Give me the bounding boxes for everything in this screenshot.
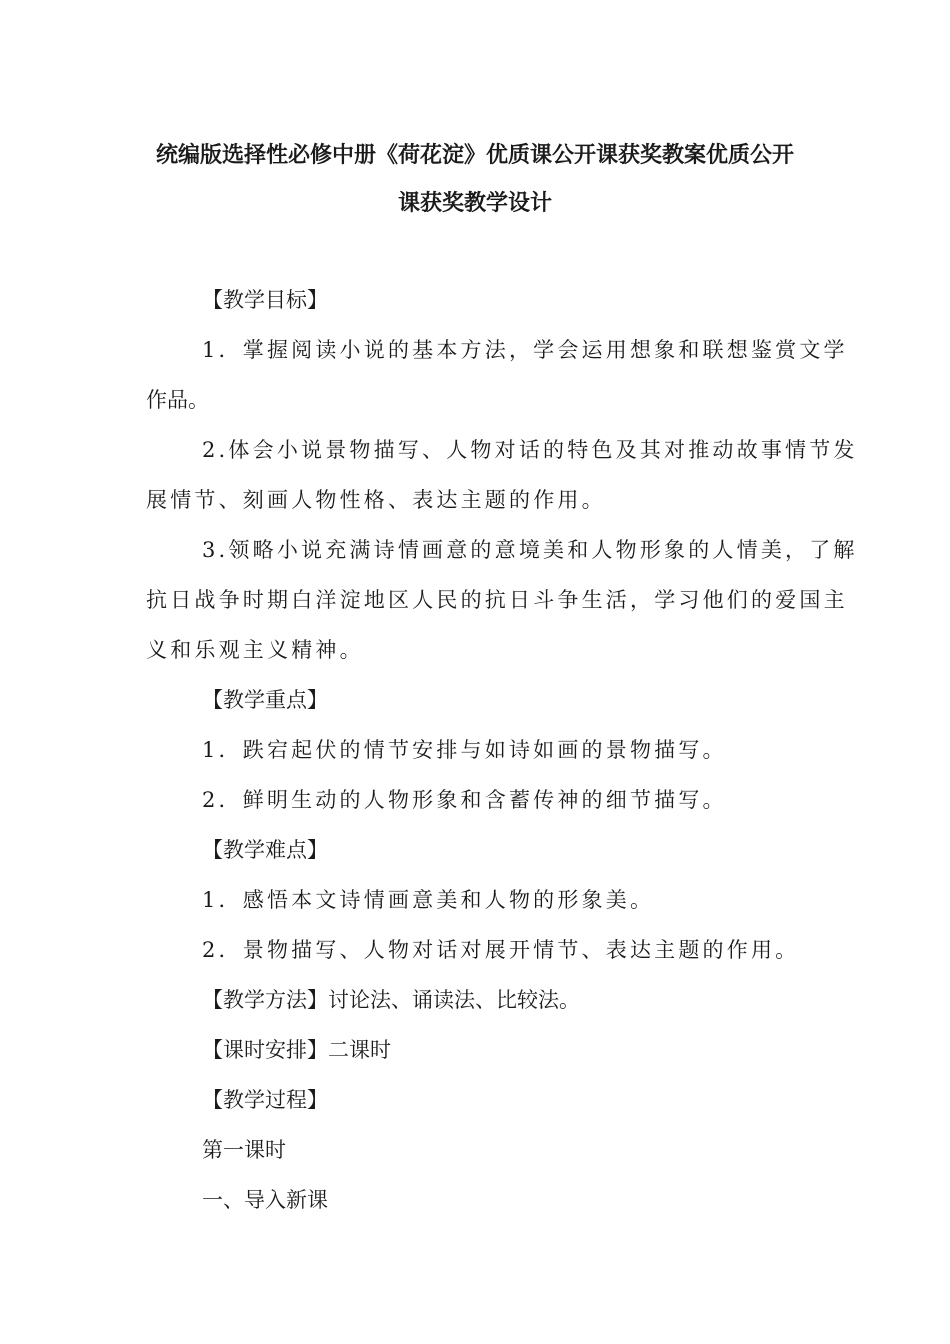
- paragraph-line: 展情节、刻画人物性格、表达主题的作用。: [146, 488, 606, 512]
- list-item: 1．跌宕起伏的情节安排与如诗如画的景物描写。: [202, 738, 727, 762]
- paragraph-line: 抗日战争时期白洋淀地区人民的抗日斗争生活，学习他们的爱国主: [146, 588, 848, 612]
- paragraph-line: 作品。: [146, 388, 209, 412]
- document-title-line-1: 统编版选择性必修中册《荷花淀》优质课公开课获奖教案优质公开: [155, 143, 794, 168]
- paragraph-line: 2.体会小说景物描写、人物对话的特色及其对推动故事情节发: [202, 438, 858, 462]
- section-heading-key-points: 【教学重点】: [202, 688, 328, 712]
- section-heading-objectives: 【教学目标】: [202, 288, 328, 312]
- section-heading-process: 【教学过程】: [202, 1088, 328, 1112]
- list-item: 2．鲜明生动的人物形象和含蓄传神的细节描写。: [202, 788, 727, 812]
- subsection-heading: 一、导入新课: [202, 1188, 328, 1212]
- section-heading-difficulties: 【教学难点】: [202, 838, 328, 862]
- paragraph-line: 1．掌握阅读小说的基本方法，学会运用想象和联想鉴赏文学: [202, 338, 848, 362]
- section-heading-schedule: 【课时安排】二课时: [202, 1038, 391, 1062]
- document-title-line-2: 课获奖教学设计: [397, 191, 552, 216]
- paragraph-line: 义和乐观主义精神。: [146, 638, 364, 662]
- list-item: 1．感悟本文诗情画意美和人物的形象美。: [202, 888, 655, 912]
- list-item: 2．景物描写、人物对话对展开情节、表达主题的作用。: [202, 938, 800, 962]
- paragraph-line: 3.领略小说充满诗情画意的意境美和人物形象的人情美，了解: [202, 538, 858, 562]
- section-heading-methods: 【教学方法】讨论法、诵读法、比较法。: [202, 988, 580, 1012]
- lesson-label: 第一课时: [202, 1138, 286, 1162]
